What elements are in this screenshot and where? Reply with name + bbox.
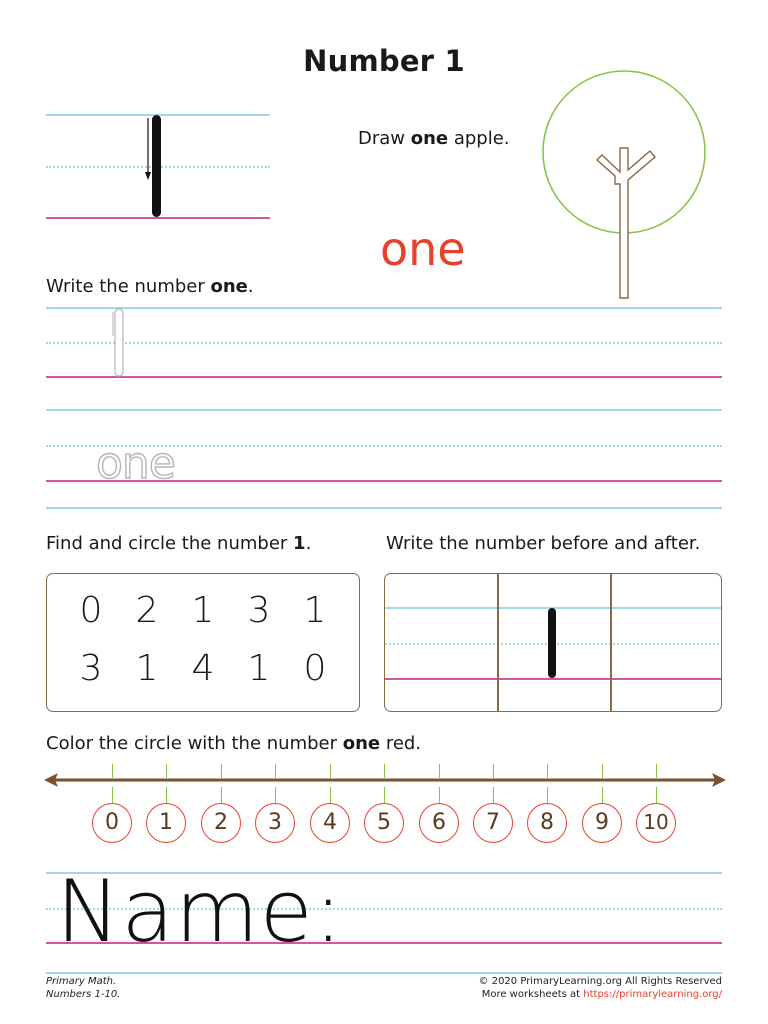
write-prompt-text-end: . xyxy=(247,276,254,297)
grid-cell[interactable]: 1 xyxy=(247,648,271,689)
circle-stem xyxy=(112,787,113,803)
number-circle-6[interactable]: 6 xyxy=(419,803,459,843)
footer-series: Numbers 1-10. xyxy=(46,989,121,1000)
circle-stem xyxy=(602,787,603,803)
number-circle-1[interactable]: 1 xyxy=(146,803,186,843)
write-prompt xyxy=(46,276,254,297)
find-prompt xyxy=(46,533,311,554)
grid-cell[interactable]: 1 xyxy=(303,590,327,631)
grid-cell[interactable]: 3 xyxy=(79,648,103,689)
number-word: one xyxy=(380,222,466,276)
color-prompt xyxy=(46,733,421,754)
footer-copyright: © 2020 PrimaryLearning.org All Rights Reserved xyxy=(478,976,722,987)
grid-cell[interactable]: 0 xyxy=(303,648,327,689)
write-prompt-text: Write the number xyxy=(46,276,211,297)
find-prompt-text-end: . xyxy=(305,533,312,554)
draw-prompt-bold: one xyxy=(410,128,449,149)
circle-stem xyxy=(439,787,440,803)
given-numeral-one-icon xyxy=(545,606,559,680)
before-after-prompt: Write the number before and after. xyxy=(386,533,701,554)
circle-stem xyxy=(166,787,167,803)
numeral-one-stroke-icon xyxy=(140,112,170,222)
number-line-tick xyxy=(166,764,167,778)
number-circle-5[interactable]: 5 xyxy=(364,803,404,843)
row2-top-line xyxy=(46,409,722,411)
circle-stem xyxy=(275,787,276,803)
number-line-tick xyxy=(330,764,331,778)
row2-descender-line xyxy=(46,507,722,509)
name-label: Name: xyxy=(56,862,344,962)
color-prompt-text: Color the circle with the number xyxy=(46,733,343,754)
number-line-tick xyxy=(112,764,113,778)
draw-prompt xyxy=(358,128,510,149)
footer-link[interactable]: https://primarylearning.org/ xyxy=(583,989,722,1000)
draw-prompt-text: Draw xyxy=(358,128,411,149)
number-line-tick xyxy=(547,764,548,778)
footer-more xyxy=(479,988,722,1001)
row1-mid-line xyxy=(46,342,722,344)
number-line-tick xyxy=(493,764,494,778)
number-line-tick xyxy=(439,764,440,778)
write-prompt-bold: one xyxy=(210,276,248,297)
footer-right xyxy=(479,975,722,1001)
grid-cell[interactable]: 1 xyxy=(191,590,215,631)
row1-base-line xyxy=(46,376,722,378)
grid-cell[interactable]: 4 xyxy=(191,648,215,689)
find-prompt-bold: 1 xyxy=(293,533,306,554)
number-circle-2[interactable]: 2 xyxy=(201,803,241,843)
circle-stem xyxy=(493,787,494,803)
page-title: Number 1 xyxy=(303,44,465,78)
number-line-tick xyxy=(221,764,222,778)
number-line-tick xyxy=(384,764,385,778)
after-answer-cell[interactable] xyxy=(612,574,722,712)
number-circle-0[interactable]: 0 xyxy=(92,803,132,843)
number-circle-10[interactable]: 10 xyxy=(636,803,676,843)
circle-stem xyxy=(330,787,331,803)
footer-more-text: More worksheets at xyxy=(481,989,584,1000)
number-circle-4[interactable]: 4 xyxy=(310,803,350,843)
number-line-tick xyxy=(656,764,657,778)
draw-prompt-text-end: apple. xyxy=(448,128,510,149)
find-prompt-text: Find and circle the number xyxy=(46,533,294,554)
number-line-tick xyxy=(275,764,276,778)
number-circle-7[interactable]: 7 xyxy=(473,803,513,843)
grid-cell[interactable]: 2 xyxy=(135,590,159,631)
number-circle-9[interactable]: 9 xyxy=(582,803,622,843)
ba-divider xyxy=(497,574,499,712)
circle-stem xyxy=(656,787,657,803)
number-circle-3[interactable]: 3 xyxy=(255,803,295,843)
color-prompt-text-end: red. xyxy=(380,733,422,754)
find-number-grid xyxy=(46,573,360,712)
circle-stem xyxy=(547,787,548,803)
color-prompt-bold: one xyxy=(342,733,381,754)
footer-left xyxy=(46,975,120,1001)
tracing-word: one xyxy=(96,438,175,489)
circle-stem xyxy=(384,787,385,803)
grid-cell[interactable]: 3 xyxy=(247,590,271,631)
number-line-tick xyxy=(602,764,603,778)
before-after-box xyxy=(384,573,722,712)
circle-stem xyxy=(221,787,222,803)
footer-subject: Primary Math. xyxy=(46,976,117,987)
tracing-numeral-one-icon xyxy=(110,306,130,380)
number-circle-8[interactable]: 8 xyxy=(527,803,567,843)
grid-cell[interactable]: 0 xyxy=(79,590,103,631)
tree-icon xyxy=(540,64,710,304)
row1-top-line xyxy=(46,307,722,309)
before-answer-cell[interactable] xyxy=(385,574,497,712)
name-descender-line xyxy=(46,972,722,974)
grid-cell[interactable]: 1 xyxy=(135,648,159,689)
